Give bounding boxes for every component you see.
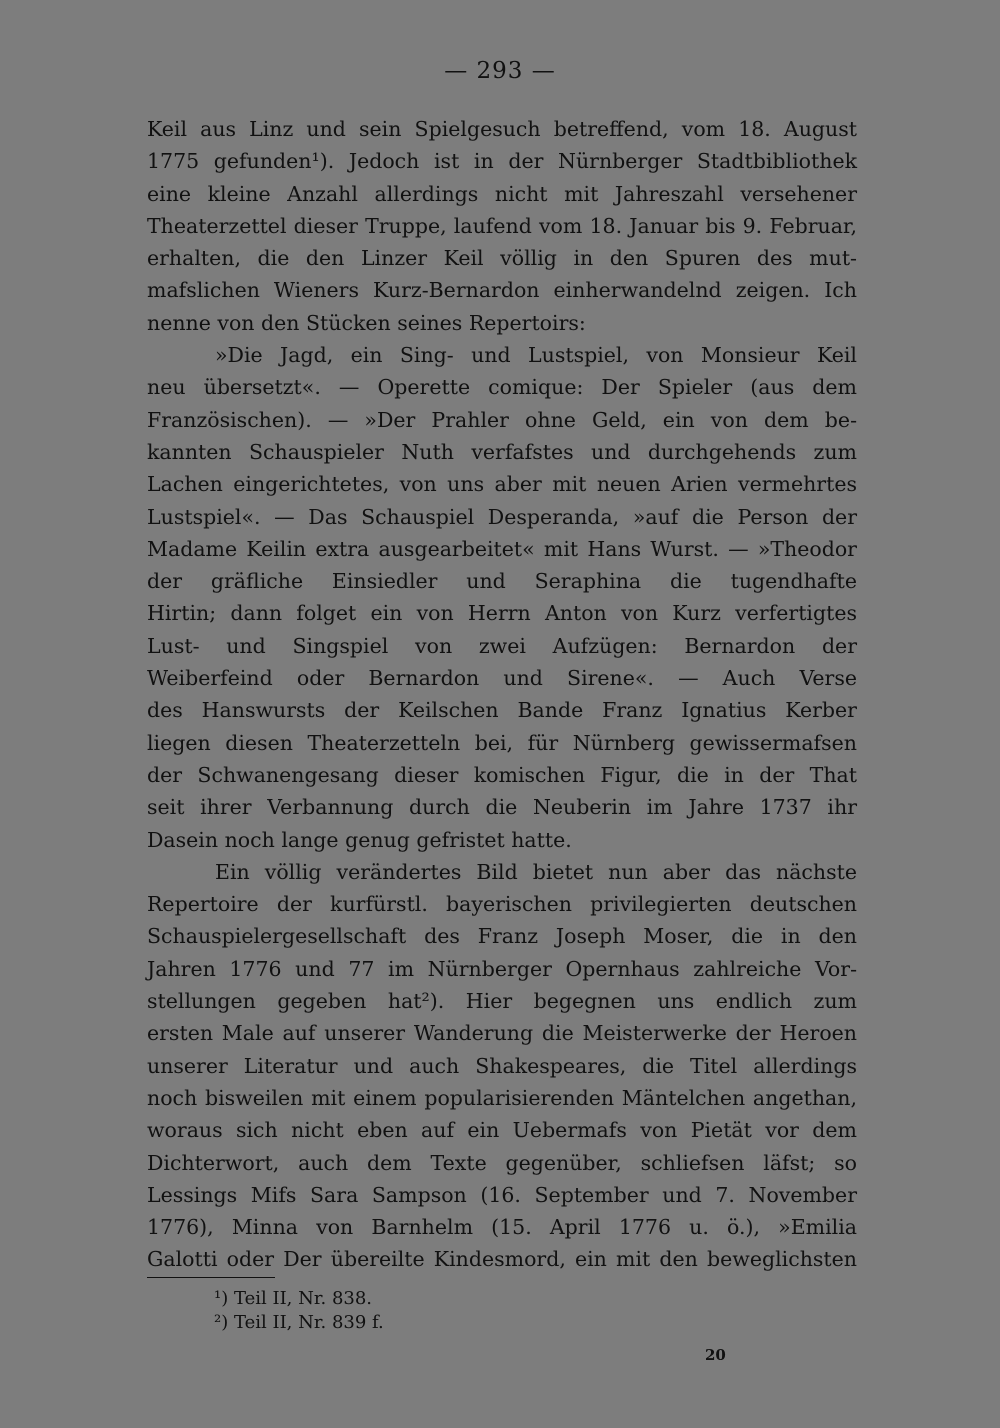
text-line: woraus sich nicht eben auf ein Uebermafs von Pietät vor dem: [147, 1118, 857, 1143]
text-line: der gräfliche Einsiedler und Seraphina die tugendhafte: [147, 569, 857, 594]
text-line: Französischen). — »Der Prahler ohne Geld, ein von dem be-: [147, 407, 857, 432]
footnotes: [214, 1287, 384, 1335]
text-line: neu übersetzt«. — Operette comique: Der Spieler (aus dem: [147, 375, 857, 400]
text-line: Lust- und Singspiel von zwei Aufzügen: Bernardon der: [147, 633, 857, 658]
footnote: ¹) Teil II, Nr. 838.: [214, 1288, 373, 1309]
text-line: Lachen eingerichtetes, von uns aber mit neuen Arien vermehrtes: [147, 472, 857, 497]
text-line: Madame Keilin extra ausgearbeitet« mit Hans Wurst. — »Theodor: [147, 536, 857, 561]
text-line: Keil aus Linz und sein Spielgesuch betreffend, vom 18. August: [147, 117, 857, 141]
page-number: — 293 —: [444, 58, 556, 84]
text-line: liegen diesen Theaterzetteln bei, für Nürnberg gewissermafsen: [147, 730, 857, 755]
text-line: Schauspielergesellschaft des Franz Joseph Moser, die in den: [147, 924, 857, 949]
text-line: Weiberfeind oder Bernardon und Sirene«. — Auch Verse: [147, 666, 857, 691]
text-line: Galotti oder Der übereilte Kindesmord, ein mit den beweglichsten: [147, 1247, 857, 1272]
text-line: Dichterwort, auch dem Texte gegenüber, schliefsen läfst; so: [147, 1150, 857, 1175]
text-line: noch bisweilen mit einem popularisierenden Mäntelchen angethan,: [147, 1085, 857, 1110]
text-line: der Schwanengesang dieser komischen Figur, die in der That: [147, 762, 857, 787]
text-line: Jahren 1776 und 77 im Nürnberger Opernhaus zahlreiche Vor-: [147, 956, 857, 981]
text-line: Repertoire der kurfürstl. bayerischen privilegierten deutschen: [147, 892, 857, 917]
text-line: unserer Literatur und auch Shakespeares, die Titel allerdings: [147, 1053, 857, 1078]
text-line: 1776), Minna von Barnhelm (15. April 1776 u. ö.), »Emilia: [147, 1215, 857, 1240]
text-line: mafslichen Wieners Kurz-Bernardon einherwandelnd zeigen. Ich: [147, 278, 857, 303]
text-line: ersten Male auf unserer Wanderung die Meisterwerke der Heroen: [147, 1021, 857, 1046]
text-line: Lessings Mifs Sara Sampson (16. September und 7. November: [147, 1182, 857, 1207]
text-line: kannten Schauspieler Nuth verfafstes und durchgehends zum: [147, 439, 857, 464]
text-line: Lustspiel«. — Das Schauspiel Desperanda, »auf die Person der: [147, 504, 857, 529]
text-line: nenne von den Stücken seines Repertoirs:: [147, 310, 586, 335]
text-line: erhalten, die den Linzer Keil völlig in den Spuren des mut-: [147, 246, 857, 271]
text-line: Hirtin; dann folget ein von Herrn Anton von Kurz verfertigtes: [147, 601, 857, 626]
body-text: [147, 113, 857, 1276]
text-line: des Hanswursts der Keilschen Bande Franz Ignatius Kerber: [147, 698, 857, 723]
footnote-divider: [147, 1277, 275, 1278]
printer-signature-mark: 20: [705, 1346, 726, 1364]
text-line: »Die Jagd, ein Sing- und Lustspiel, von Monsieur Keil: [215, 343, 857, 368]
text-line: 1775 gefunden¹). Jedoch ist in der Nürnberger Stadtbibliothek: [147, 149, 857, 174]
text-line: seit ihrer Verbannung durch die Neuberin im Jahre 1737 ihr: [147, 795, 857, 820]
text-line: Theaterzettel dieser Truppe, laufend vom 18. Januar bis 9. Februar,: [147, 213, 857, 238]
text-line: stellungen gegeben hat²). Hier begegnen uns endlich zum: [147, 989, 857, 1014]
text-line: Ein völlig verändertes Bild bietet nun aber das nächste: [215, 859, 857, 884]
footnote: ²) Teil II, Nr. 839 f.: [214, 1312, 384, 1333]
text-line: eine kleine Anzahl allerdings nicht mit Jahreszahl versehener: [147, 181, 857, 206]
text-line: Dasein noch lange genug gefristet hatte.: [147, 827, 572, 852]
